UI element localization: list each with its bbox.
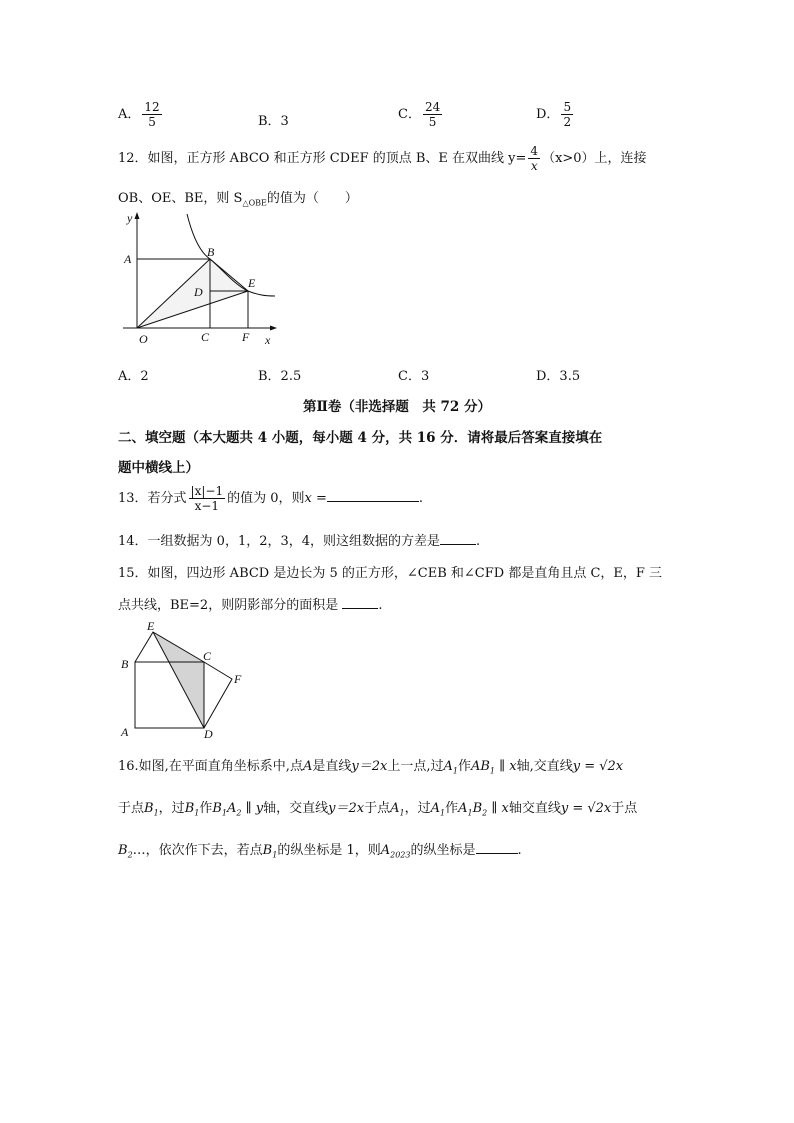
q11-option-b: B．3 — [258, 114, 289, 129]
q16-line3: $B_2\dots$，依次作下去，若点$B_1$的纵坐标是 1，则$A_{2023}$的纵坐标是 . — [118, 843, 522, 860]
q12-label-o: O — [139, 332, 148, 346]
q12-label-c: C — [201, 330, 210, 344]
q11-c-label: C． — [398, 107, 421, 122]
q15-line1: 15．如图，四边形 ABCD 是边长为 5 的正方形，∠CEB 和∠CFD 都是直角且点 C，E，F 三 — [118, 566, 663, 581]
q11-option-a — [118, 100, 164, 129]
q13-fraction: $\frac{|x|-1}{x-1}$ — [190, 484, 224, 513]
q12-option-d: D．3.5 — [536, 369, 581, 384]
q12-option-a: A．2 — [118, 369, 149, 384]
q11-option-c — [398, 100, 444, 129]
q11-c-fraction: $\frac{24}{5}$ — [424, 100, 441, 129]
part2-title: 第Ⅱ卷（非选择题 共 72 分） — [302, 399, 492, 415]
q15-figure — [115, 618, 255, 740]
q11-option-d — [536, 100, 575, 129]
q12-label-e: E — [248, 276, 256, 290]
q15-answer-blank — [342, 596, 378, 609]
q16-answer-blank — [476, 841, 518, 854]
q11-a-fraction: $\frac{12}{5}$ — [144, 100, 160, 129]
q15-label-a: A — [121, 725, 129, 739]
q12-label-d: D — [194, 285, 203, 299]
q12-label-a: A — [124, 252, 132, 266]
q12-label-f: F — [242, 330, 250, 344]
q12-fraction: $\frac{4}{x}$ — [530, 144, 539, 173]
q11-d-label: D． — [536, 107, 560, 122]
q12-option-c: C．3 — [398, 369, 430, 384]
q12-label-x: x — [265, 333, 271, 347]
q13-answer-blank — [327, 489, 419, 502]
q15-label-c: C — [203, 649, 212, 663]
q12-x-arrow — [270, 326, 277, 331]
q12-line2: OB、OE、BE，则 $S_{\triangle OBE}$的值为（ ） — [118, 191, 358, 208]
q16-line2: 于点$B_1$，过$B_1$作$B_1A_2$ ∥ y轴，交直线y＝2x于点$A_1$，过$A_1$作$A_1B_2$ ∥ x轴交直线y = √2x于点 — [118, 801, 638, 818]
q11-a-label: A． — [118, 107, 141, 122]
q12-y-arrow — [135, 212, 140, 219]
q15-label-b: B — [121, 657, 129, 671]
q15-label-d: D — [204, 727, 213, 740]
q12-option-b: B．2.5 — [258, 369, 302, 384]
q12-label-b: B — [207, 245, 215, 259]
q13: 13．若分式 $\frac{|x|-1}{x-1}$ 的值为 0，则x = . — [118, 484, 423, 513]
q14-answer-blank — [440, 532, 476, 545]
section2-line1: 二、填空题（本大题共 4 小题，每小题 4 分，共 16 分．请将最后答案直接填在 — [118, 430, 603, 446]
q16-line1: 16.如图,在平面直角坐标系中,点A是直线y＝2x上一点,过$A_1$作$AB_1$ ∥ x轴,交直线y = √2x — [118, 759, 624, 776]
q12-shaded-region — [137, 259, 248, 328]
q12-figure — [115, 208, 285, 348]
section2-line2: 题中横线上） — [118, 460, 199, 476]
q15-label-f: F — [234, 672, 242, 686]
q11-d-fraction: $\frac{5}{2}$ — [563, 100, 572, 129]
q14: 14．一组数据为 0，1，2，3，4，则这组数据的方差是 . — [118, 534, 481, 549]
q12-label-y: y — [127, 211, 133, 225]
q15-label-e: E — [147, 619, 155, 633]
q15-line2: 点共线，BE=2，则阴影部分的面积是 . — [118, 598, 383, 613]
q15-triangle-cfd — [204, 662, 232, 728]
q12-line1: 12．如图，正方形 ABCO 和正方形 CDEF 的顶点 B、E 在双曲线 y= $\frac{4}{x}$ （x>0）上，连接 — [118, 144, 647, 173]
